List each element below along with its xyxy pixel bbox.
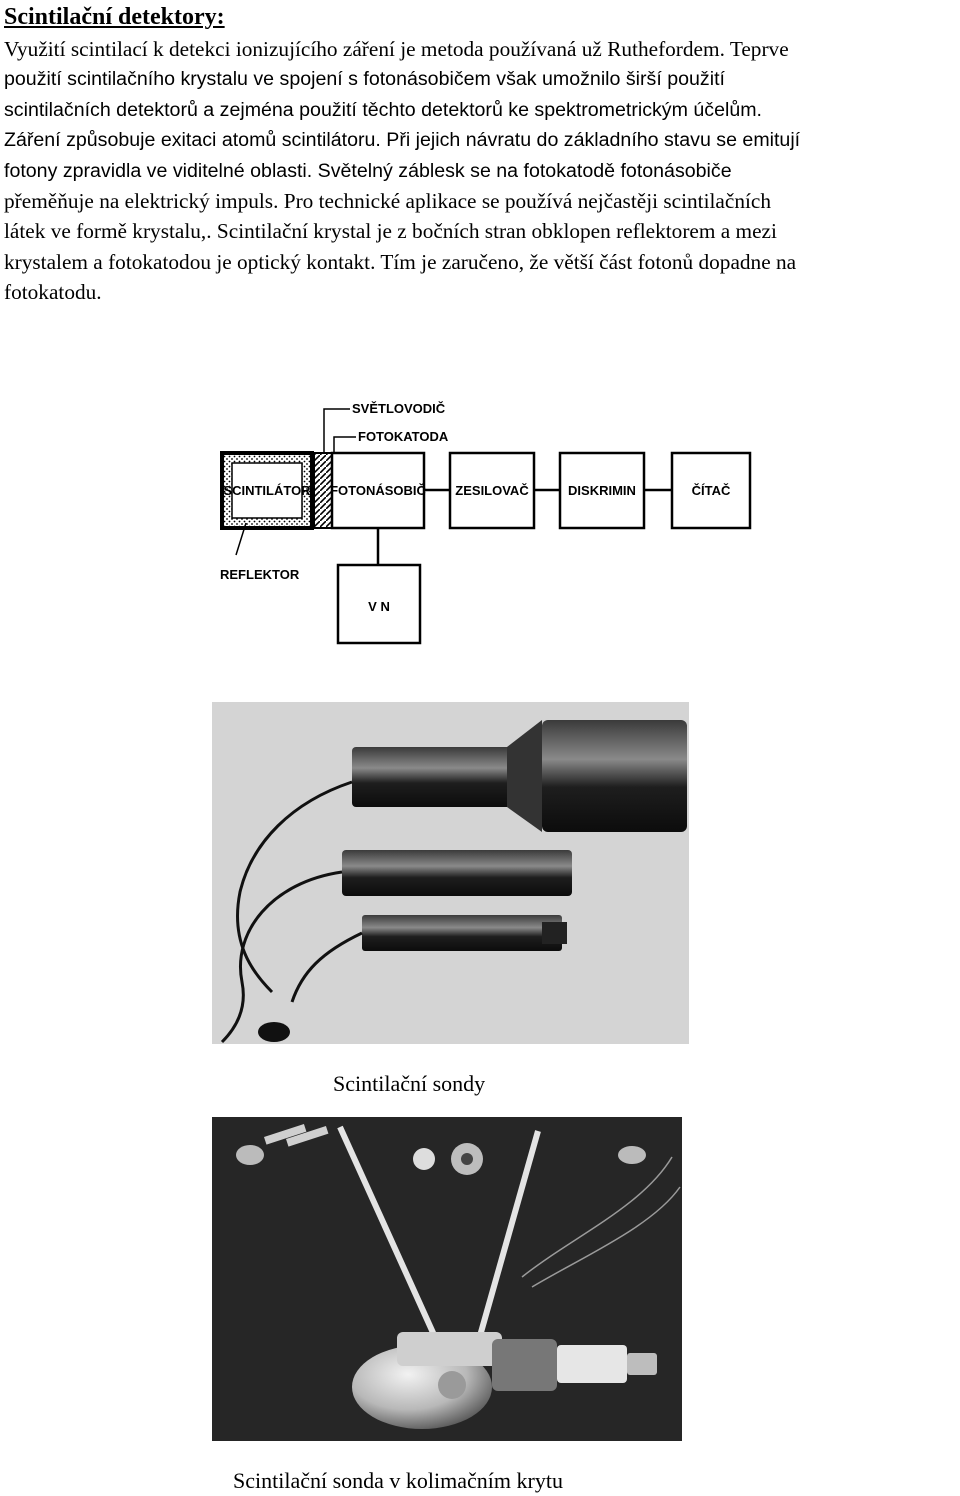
paragraph-line: přeměňuje na elektrický impuls. Pro technické aplikace se používá nejčastěji scintilačních: [4, 189, 771, 214]
label-scintilator: SCINTILÁTOR: [223, 483, 311, 498]
detector-block-diagram: [218, 395, 756, 660]
pointer-line: [334, 437, 356, 453]
paragraph-line: Záření způsobuje exitaci atomů scintilátoru. Při jejich návratu do základního stavu se emitují: [4, 129, 801, 152]
paragraph-line: fotony zpravidla ve viditelné oblasti. Světelný záblesk se na fotokatodě fotonásobiče: [4, 159, 732, 182]
paragraph-line: látek ve formě krystalu,. Scintilační krystal je z bočních stran obklopen reflektorem a mezi: [4, 219, 777, 244]
photomultiplier-block: [330, 453, 426, 528]
paragraph-line: krystalem a fotokatodou je optický kontakt. Tím je zaručeno, že větší část fotonů dopadne na: [4, 249, 797, 274]
scintillator-block: [222, 453, 312, 528]
paragraph-line: fotokatodu.: [4, 280, 102, 305]
label-citac: ČÍTAČ: [691, 483, 731, 498]
discriminator-block: [560, 453, 644, 528]
page-heading: Scintilační detektory:: [4, 4, 225, 30]
label-fotonasobic: FOTONÁSOBIČ: [330, 483, 426, 498]
amplifier-block: [450, 453, 534, 528]
scintillation-probes-photo: [212, 702, 689, 1044]
label-svetlovodic: SVĚTLOVODIČ: [352, 401, 446, 416]
caption-collimator-probe: Scintilační sonda v kolimačním krytu: [233, 1468, 563, 1493]
intro-paragraph: [4, 34, 960, 308]
paragraph-line: scintilačních detektorů a zejména použití těchto detektorů ke spektrometrickým účelům.: [4, 98, 762, 121]
label-vn: V N: [368, 599, 390, 614]
high-voltage-block: [338, 565, 420, 643]
label-zesilovac: ZESILOVAČ: [455, 483, 529, 498]
paragraph-line: Využití scintilací k detekci ionizujícího záření je metoda používaná už Ruthefordem. Teprve: [4, 37, 789, 61]
pointer-line: [324, 409, 350, 453]
label-reflektor: REFLEKTOR: [220, 567, 300, 582]
label-diskrimin: DISKRIMIN: [568, 483, 636, 498]
label-fotokatoda: FOTOKATODA: [358, 429, 449, 444]
paragraph-line: použití scintilačního krystalu ve spojení s fotonásobičem však umožnilo širší použití: [4, 68, 725, 91]
caption-probes: Scintilační sondy: [333, 1071, 486, 1096]
counter-block: [672, 453, 750, 528]
collimator-probe-photo: [212, 1117, 682, 1441]
